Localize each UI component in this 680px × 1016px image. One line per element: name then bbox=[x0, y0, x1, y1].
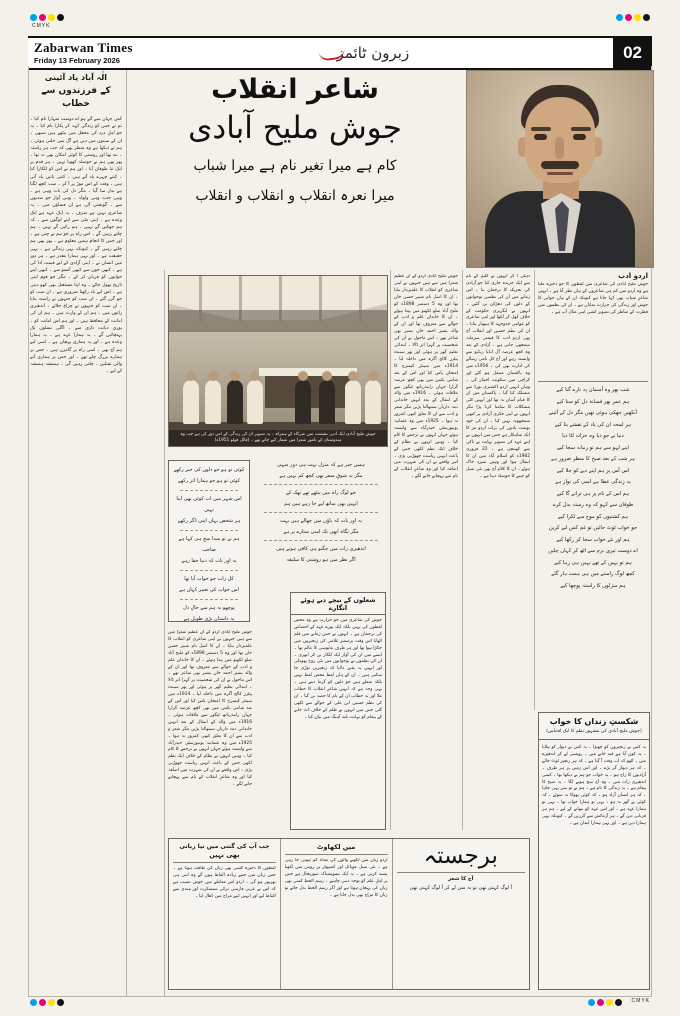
article-column-a: جوش ملیح آبادی اردو کے ان عظیم شعرا میں سے ہیں جنہوں نے اپنی شاعری کو انقلاب کا علمبردار بنایا ۔ ان کا اصل نام شبیر حسن خاں تھا اور وہ 5 دسمبر 1898ء کو ملیح آباد ضلع لکھنؤ میں پیدا ہوئے ۔ ان کا خاندان علم و ادب کے حوالے سے معروف تھا اور ان کے والد بشیر احمد خاں بشیر بھی شاعر تھے ۔ اس ماحول نے ان کی شخصیت پر گہرا اثر ڈالا ۔ ابتدائی تعلیم گھر پر ہوئی اور پھر سینٹ پیٹرز کالج آگرہ میں داخلہ لیا ۔ 1914ء میں سینئر کیمبرج کا امتحان پاس کیا اور اس کے بعد شانتی نکیتن میں بھی کچھ عرصہ گزارا جہاں رابندرناتھ ٹیگور سے ملاقات ہوئی ۔ 1916ء میں والد کے انتقال کے بعد انہیں خاندانی ذمہ داریاں سنبھالنا پڑیں مگر شعر و ادب سے ان کا تعلق کبھی کمزور نہ ہوا ۔ 1925ء میں وہ عثمانیہ یونیورسٹی حیدرآباد سے وابستہ ہوئے جہاں انہوں نے ترجمے کا کام کیا ۔ وہیں انہوں نے نظام کے خلاف ایک نظم لکھی جس کے باعث انہیں ریاست چھوڑنی پڑی ۔ اس واقعے نے ان کی شہرت میں اضافہ کیا اور وہ شاعرِ انقلاب کے نام سے پہچانے جانے لگے ۔ bbox=[394, 274, 458, 480]
verse-line: یہ داستان بڑی طویل ہے bbox=[183, 616, 235, 622]
barjasta-left-head: جب آپ کی گنتی میں نیا زبانی bbox=[179, 843, 270, 850]
portrait-eye-left bbox=[534, 134, 547, 140]
verse-line: کل رات جو خواب آیا تھا bbox=[184, 576, 234, 582]
verse-line: اس خواب کی تعبیر کہاں ہے bbox=[179, 587, 239, 593]
verse-line: ہمیں خبر ہے کہ منزل بہت ہی دور سہی bbox=[277, 462, 365, 468]
right-column-title: اردو ادب bbox=[618, 272, 648, 280]
masthead-urdu-name bbox=[337, 44, 410, 62]
publication-date: Friday 13 February 2026 bbox=[34, 56, 120, 65]
verse-line: انہیں بھی ساتھ لیے جا رہے ہیں ہم bbox=[284, 500, 358, 507]
registration-marks-top bbox=[30, 14, 64, 21]
right-column-verses bbox=[538, 385, 648, 592]
barjasta-left-sub: بھی نہیں bbox=[209, 851, 240, 859]
verse-line: ہم منزلوں کا راستہ پوچھا کیے bbox=[560, 582, 626, 589]
sidebar-box-shikast-body: یہ کس نے زنجیروں کو چھیڑا ۔ یہ کس نے دیوار کو ہلایا ۔ یہ کون آیا ہے قید خانے میں ۔ روشنی لے کر اندھیرے میں ۔ اٹھو کہ اب وقت آ گیا ہے ۔ کہ ہر زنجیر ٹوٹ جائے ۔ کہ ہر دیوار گر پڑے ۔ اور اس زمیں پر ہر طرف ۔ آزادیوں کا راج ہو ۔ یہ خواب جو ہم نے دیکھا تھا ۔ کسی اندھیری رات میں ۔ وہ آج سچ ہونے لگا ۔ یہ صبح کا پیغام ہے ۔ یہ زندگی کا نام ہے ۔ ہم نے تو بس یہی چاہا ۔ کہ ہر انسان آزاد ہو ۔ کہ کوئی بھوکا نہ سوئے ۔ کہ کوئی بے گھر نہ ہو ۔ یہی تو ہمارا خواب تھا ۔ یہی تو ہمارا عہد ہے ۔ اور اس عہد کو نبھانے کے لیے ۔ ہم ہر قربانی دیں گے ۔ ہر آزمائش سے گزریں گے ۔ کیونکہ یہی ہمارا دین ہے ۔ اور یہی ہمارا ایمان ہے ۔ bbox=[542, 745, 646, 826]
verse-line: مگر نگاہ ابھی تک اسی ستارے پر ہے bbox=[283, 528, 359, 535]
sidebar-box-kanche bbox=[290, 592, 386, 830]
barjasta-title: برجستہ bbox=[423, 843, 498, 869]
barjasta-right-head: آج کا شعر bbox=[448, 876, 474, 882]
cmyk-label-top: CMYK bbox=[32, 23, 51, 29]
verse-line: ہم نے تو سدا سچ ہی کہا ہے صاحب bbox=[178, 536, 240, 553]
verse-box-left bbox=[168, 460, 250, 622]
frame-bottom-rule bbox=[28, 996, 652, 997]
col-rule-3 bbox=[390, 270, 391, 830]
verse-box-left-lines bbox=[169, 461, 249, 629]
verse-line: ہر شخص یہاں اپنی ڈگر رکھے bbox=[177, 518, 241, 524]
barjasta-box bbox=[168, 838, 530, 990]
verse-line: جو لوگ راہ میں بیٹھے تھے تھک کے bbox=[286, 490, 356, 496]
verse-line: ہم تو یہیں کے تھے یہیں ہی رہا کیے bbox=[554, 559, 632, 566]
verse-line: اے دوست تیری بزم سے اٹھ کر کہاں چلیں bbox=[548, 548, 638, 554]
photo-figure bbox=[183, 380, 199, 424]
barjasta-mid-body: اردو زبان میں لکھنے والوں کی تعداد کم ہوتی جا رہی ہے ۔ نئی نسل موبائل اور کمپیوٹر پر رومن میں لکھنا پسند کرتی ہے ۔ یہ ایک تشویشناک صورتحال ہے جس پر اہلِ علم کو توجہ دینی چاہیے ۔ رسم الخط کسی بھی زبان کی پہچان ہوتا ہے اور اگر رسم الخط بدل جائے تو زبان کا مزاج بھی بدل جاتا ہے ۔ bbox=[284, 858, 388, 898]
right-column-intro: جوش ملیح آبادی کی شاعری میں لفظوں کا جو ذخیرہ ملتا ہے وہ اردو میں کم ہی شاعروں کے ہاں نظر آتا ہے ۔ انہیں شاعرِ شباب بھی کہا جاتا ہے کیونکہ ان کے ہاں جوانی کا جوش اور زندگی کی حرارت نمایاں ہے ۔ ان کی نظموں میں فطرت کے مناظر کی تصویر کشی اپنی مثال آپ ہے ۔ bbox=[538, 282, 648, 315]
paper-name: Zabarwan Times bbox=[34, 40, 133, 55]
article-continuation-left: جوش ملیح آبادی اردو کے ان عظیم شعرا میں سے ہیں جنہوں نے اپنی شاعری کو انقلاب کا علمبردار بنایا ۔ ان کا اصل نام شبیر حسن خاں تھا اور وہ 5 دسمبر 1898ء کو ملیح آباد ضلع لکھنؤ میں پیدا ہوئے ۔ ان کا خاندان علم و ادب کے حوالے سے معروف تھا اور ان کے والد بشیر احمد خاں بشیر بھی شاعر تھے ۔ اس ماحول نے ان کی شخصیت پر گہرا اثر ڈالا ۔ ابتدائی تعلیم گھر پر ہوئی اور پھر سینٹ پیٹرز کالج آگرہ میں داخلہ لیا ۔ 1914ء میں سینئر کیمبرج کا امتحان پاس کیا اور اس کے بعد شانتی نکیتن میں بھی کچھ عرصہ گزارا جہاں رابندرناتھ ٹیگور سے ملاقات ہوئی ۔ 1916ء میں والد کے انتقال کے بعد انہیں خاندانی ذمہ داریاں سنبھالنا پڑیں مگر شعر و ادب سے ان کا تعلق کبھی کمزور نہ ہوا ۔ 1925ء میں وہ عثمانیہ یونیورسٹی حیدرآباد سے وابستہ ہوئے جہاں انہوں نے ترجمے کا کام کیا ۔ وہیں انہوں نے نظام کے خلاف ایک نظم لکھی جس کے باعث انہیں ریاست چھوڑنی پڑی ۔ اس واقعے نے ان کی شہرت میں اضافہ کیا اور وہ شاعرِ انقلاب کے نام سے پہچانے جانے لگے ۔ bbox=[168, 630, 252, 787]
portrait-mouth bbox=[547, 172, 573, 175]
portrait-brow-left bbox=[531, 127, 551, 131]
masthead-left bbox=[28, 41, 133, 65]
photo-figure bbox=[319, 380, 335, 424]
verse-line: دنیا نے جو دیا وہ خزانہ لٹا دیا bbox=[562, 433, 624, 439]
photo-figure bbox=[227, 380, 243, 424]
photo-tabletop bbox=[259, 368, 357, 376]
barjasta-right-sub: آ لوگ کہتی تھی تو نہ سن لے کر آ لوگ کہتی تھی bbox=[409, 885, 513, 891]
article-column-b: دہلی آ کر انہوں نے کلیم کے نام سے ایک جریدہ جاری کیا جو آزادی کی تحریک کا ترجمان بنا ۔ اس زمانے میں ان کی نظمیں نوجوانوں کے دلوں کی دھڑکن بن گئیں ۔ انہوں نے انگریزی حکومت کے خلاف کھل کر لکھا اور اپنی شاعری کو عوامی جدوجہد کا ہتھیار بنایا ۔ ان کی نظم حسین اور انقلاب آج بھی اردو ادب کا قیمتی سرمایہ سمجھی جاتی ہے ۔ آزادی کے بعد وہ کچھ عرصہ آل انڈیا ریڈیو سے وابستہ رہے اور آج کل نامی رسالے کی ادارت بھی کی ۔ 1956ء میں وہ پاکستان منتقل ہو گئے اور کراچی میں سکونت اختیار کی ۔ وہاں انہیں اردو ڈکشنری بورڈ سے منسلک کیا گیا ۔ پاکستان میں ان کا قیام آسان نہ تھا اور انہیں کئی مشکلات کا سامنا کرنا پڑا مگر انہوں نے اپنی فکری آزادی پر کبھی سمجھوتہ نہیں کیا ۔ ان کی خود نوشت یادوں کی برات اردو نثر کا ایک شاہکار ہے جس میں انہوں نے اپنے عہد کی تصویر نہایت بے باکی سے کھینچی ہے ۔ 22 فروری 1982ء کو اسلام آباد میں ان کا انتقال ہوا اور وہیں سپردِ خاک ہوئے ۔ ان کا کلام آج بھی نئی نسل کو جینے کا حوصلہ دیتا ہے ۔ bbox=[466, 274, 530, 480]
sidebar-box-kanche-body: جوش کی شاعری میں جو حرارت ہے وہ محض لفظوں کی نہیں بلکہ ایک پورے عہد کے احساس کی ترجمان ہے ۔ انہوں نے جس زمانے میں قلم اٹھایا اس وقت برصغیر غلامی کی زنجیروں میں جکڑا ہوا تھا اور ہر طرف مایوسی کا عالم تھا ۔ ایسے میں ان کی آواز ایک للکار بن کر ابھری ۔ ان کی نظموں نے نوجوانوں میں نئی روح پھونکی اور انہیں یہ یقین دلایا کہ زنجیریں توڑی جا سکتی ہیں ۔ ان کے ہاں لفظ محض لفظ نہیں بلکہ شعلے ہیں جو دلوں کو گرما دیتے ہیں ۔ یہی وجہ ہے کہ انہیں شاعرِ انقلاب کا خطاب ملا اور یہ خطاب ان کے نام کا حصہ بن گیا ۔ ان کی نظم حسین ابن علی کے حوالے سے لکھی گئی جس میں انہوں نے ظلم کے خلاف ڈٹ جانے کے پیغام کو نہایت بلند آہنگ میں بیان کیا ۔ bbox=[294, 618, 382, 720]
verse-line: کوئی تو ہو جو ہمارا اثر رکھے bbox=[178, 478, 240, 484]
verse-line: اگر نظر میں ہو روشنی کا سلیقہ bbox=[286, 556, 356, 563]
verse-line: ہر لمحہ ان کی یاد کے نقشے بنا کیے bbox=[554, 421, 632, 428]
verse-line: کوئی تو ہو جو دلوں کی خبر رکھے bbox=[173, 467, 245, 473]
sidebar-box-kanche-title: شعلوں کے نیچے دبے ہوئے انگارے bbox=[291, 593, 385, 615]
left-column-subhead: کے فرزندوں سے خطاب bbox=[41, 86, 111, 109]
poet-portrait bbox=[466, 70, 654, 268]
col-rule-2 bbox=[164, 270, 165, 996]
frame-left-rule bbox=[28, 66, 29, 996]
headline-main: شاعر انقلاب bbox=[211, 74, 379, 105]
headline-couplet-line1: کام ہے میرا تغیر نام ہے میرا شباب bbox=[193, 158, 397, 174]
verse-line: آنکھیں جھکی ہوئی تھیں مگر دل کے آئینے bbox=[549, 410, 637, 416]
verse-line: ہم کشتیوں کو موج سے ٹکرا کیے bbox=[557, 513, 629, 520]
photo-figure bbox=[205, 380, 221, 424]
verse-line: اس شہر میں اب کوئی بھی اپنا نہیں bbox=[176, 496, 242, 513]
paper-name-urdu: زبرون ٹائمز bbox=[336, 44, 410, 62]
photo-figure bbox=[295, 380, 311, 424]
masthead bbox=[28, 36, 652, 70]
portrait-moustache bbox=[541, 161, 579, 169]
page-number: 02 bbox=[613, 38, 652, 68]
photo-curtain bbox=[169, 310, 387, 332]
registration-marks-top-right bbox=[616, 14, 650, 21]
verse-line: اپنے لہو سے ہم تو زمانہ سجا کیے bbox=[556, 444, 630, 451]
verse-line: اندھیری رات میں جگنو ہی کافی ہوتے ہیں bbox=[276, 546, 366, 552]
verse-box-mid-lines bbox=[256, 460, 386, 565]
sidebar-box-shikast-title: شکستِ زنداں کا خواب bbox=[549, 717, 639, 726]
barjasta-left-body: لفظوں کا ذخیرہ کسی بھی زبان کی طاقت ہوتا ہے ۔ جس زبان میں جتنے زیادہ الفاظ ہوں گے وہ اتنی ہی بھرپور ہو گی ۔ اردو اس معاملے میں خوش نصیب ہے کہ اس نے عربی فارسی ترکی سنسکرت اور ہندی سے الفاظ لیے اور انہیں اپنے مزاج میں ڈھال لیا ۔ bbox=[173, 866, 276, 899]
portrait-eye-right bbox=[573, 134, 586, 140]
headline-couplet-line2: میرا نعرہ انقلاب و انقلاب و انقلاب bbox=[195, 188, 395, 204]
verse-line: ہم عمر بھر فسانۂ دل کو سنا کیے bbox=[556, 398, 630, 405]
headline-poet-name: جوش ملیح آبادی bbox=[188, 110, 402, 146]
verse-line: یہ زندگی عطا ہے اسی کی نواز ہے bbox=[555, 479, 631, 485]
verse-line: ہر شب کے بعد صبح کا منظر ضرور ہے bbox=[551, 456, 635, 462]
verse-box-mid bbox=[256, 460, 386, 578]
verse-line: شب بھر وہ آسمان پہ تارے گنا کیے bbox=[556, 387, 630, 393]
verse-line: اس آس پر ہم اپنے دیے کو جلا کیے bbox=[556, 467, 630, 474]
sidebar-box-shikast bbox=[538, 712, 650, 990]
col-rule-1 bbox=[126, 70, 127, 996]
portrait-brow-right bbox=[571, 127, 591, 131]
col-rule-4 bbox=[462, 270, 463, 830]
sidebar-box-shikast-subtitle: (جوش ملیح آبادی کی مشہور نظم کا ایک اقتباس) bbox=[546, 729, 642, 734]
verse-line: ہم اس کے نام پر ہی ترانے گا کیے bbox=[556, 490, 630, 497]
barjasta-mid-head: میں لکھاوٹ bbox=[316, 843, 356, 851]
right-column bbox=[538, 272, 648, 592]
registration-marks-bottom bbox=[30, 999, 64, 1006]
photo-figure bbox=[365, 380, 381, 424]
verse-line: یہ اور بات کہ دنیا خفا رہے bbox=[181, 558, 237, 564]
verse-line: ہم اور نئے خواب سجا کر رکھا کیے bbox=[556, 536, 630, 543]
col-rule-5 bbox=[534, 270, 535, 710]
left-column-body: کس جہاں سے آئے ہو اے دوست تمہارا نام کیا ۔ تم نے جس کو زندگی کہہ کر پکارا نام کیا ۔ یہ جو اہلِ درد کی محفل میں بیٹھے ہیں سبھی ۔ ان کے سینوں میں دبی ہے آگ سی جلتی ہوئی ۔ ہم نے دیکھا ہے وہ منظر بھی کہ جب ہر راستہ ۔ بند تھا اور روشنی کا کوئی امکاں بھی نہ تھا ۔ پھر بھی ہم نے حوصلہ کھویا نہیں ۔ ہر قدم پر ایک نیا طوفان آیا ۔ اور ہم نے اس کو للکارا کیا ۔ کتنے چہرے یاد آتے ہیں ۔ کتنی باتیں یاد آتی ہیں ۔ وقت کے اس موڑ پر آ کر ۔ سب کچھ لگتا ہے بدل سا گیا ۔ مگر دل کی بات وہی ہے ۔ وہی جذبہ وہی ولولہ ۔ وہی آواز جو صدیوں سے ۔ گونجتی آئی ہے ان فضاؤں میں ۔ یہ شاعری نہیں ہے صرف ۔ یہ ایک عہد ہے ایک وعدہ ہے ۔ اپنی مٹی سے اپنے لوگوں سے ۔ کہ ہم جھکیں گے نہیں ۔ ہم رکیں گے نہیں ۔ ہم چلتے رہیں گے ۔ اس راہ پر جو ہم نے چنی ہے ۔ اور جس کا انجام ہمیں معلوم ہے ۔ پھر بھی ہم چلتے رہیں گے ۔ کیونکہ یہی زندگی ہے ۔ یہی حقیقت ہے ۔ اور یہی ہمارا مقدر ہے ۔ ہر دور میں انسان نے ۔ اپنی آزادی کے لیے قیمت ادا کی ہے ۔ کبھی خون سے کبھی آنسو سے ۔ کبھی اپنے خوابوں کو قربان کر کے ۔ مگر جو قوم اپنی تاریخ بھول جائے ۔ وہ اپنا مستقبل بھی کھو دیتی ہے ۔ اس لیے یاد رکھنا ضروری ہے ۔ ان سب کو جو گزر گئے ۔ ان سب کو جنہوں نے راستہ بنایا ۔ ان سب کو جنہوں نے چراغ جلائے ۔ اندھیری راتوں میں ۔ ہم ان کے وارث ہیں ۔ ہم ان کی امانت کے محافظ ہیں ۔ اور ہم اس امانت کو ۔ پوری دیانت داری سے ۔ اگلی نسلوں تک پہنچائیں گے ۔ یہ ہمارا عہد ہے ۔ یہ ہمارا وعدہ ہے ۔ اور یہ ہماری پہچان ہے ۔ اسی لیے ہم آج بھی ۔ اسی راہ پر گامزن ہیں ۔ جس پر ہمارے بزرگ چلے تھے ۔ اور جس پر ہماری آنے والی نسلیں ۔ چلتی رہیں گی ۔ ہمیشہ ہمیشہ کے لیے ۔ bbox=[30, 117, 122, 375]
verse-line: مگر یہ شوقِ سفر بھی کچھ کم نہیں ہے bbox=[279, 472, 363, 479]
left-column-kicker: الٰہ آباد یاد آئینی bbox=[44, 73, 108, 82]
portrait-nose bbox=[555, 137, 564, 159]
verse-line: طوفان سے کہو کہ وہ رستہ بدل کرے bbox=[552, 502, 634, 508]
cmyk-label-bottom: CMYK bbox=[631, 998, 650, 1004]
headline-block bbox=[130, 74, 460, 208]
divider bbox=[538, 381, 648, 382]
left-column bbox=[30, 72, 122, 996]
verse-line: جو خواب ٹوٹ جائیں تو غم کس لیے کریں bbox=[548, 525, 638, 531]
photo-caption: جوش ملیح آبادی ایک ادبی نشست میں شرکاء کے ہمراہ ۔ یہ تصویر ان کی زندگی کے اس دور کی ہے جب وہ ہندوستان کے نامور شعرا میں شمار کیے جاتے تھے ۔ (فائل فوٹو 1951ء) bbox=[169, 430, 387, 446]
photo-figure bbox=[345, 380, 361, 424]
photo-figure bbox=[247, 380, 263, 424]
verse-line: کچھ لوگ راستے میں ہی ہمت ہار گئے bbox=[551, 571, 635, 577]
verse-line: پوچھو نہ ہم سے حالِ دل bbox=[183, 605, 235, 611]
article-photo bbox=[168, 275, 388, 447]
registration-marks-bottom-right bbox=[588, 999, 622, 1006]
verse-line: یہ اور بات کہ پاؤں میں چھالے ہیں بہت bbox=[279, 518, 363, 524]
